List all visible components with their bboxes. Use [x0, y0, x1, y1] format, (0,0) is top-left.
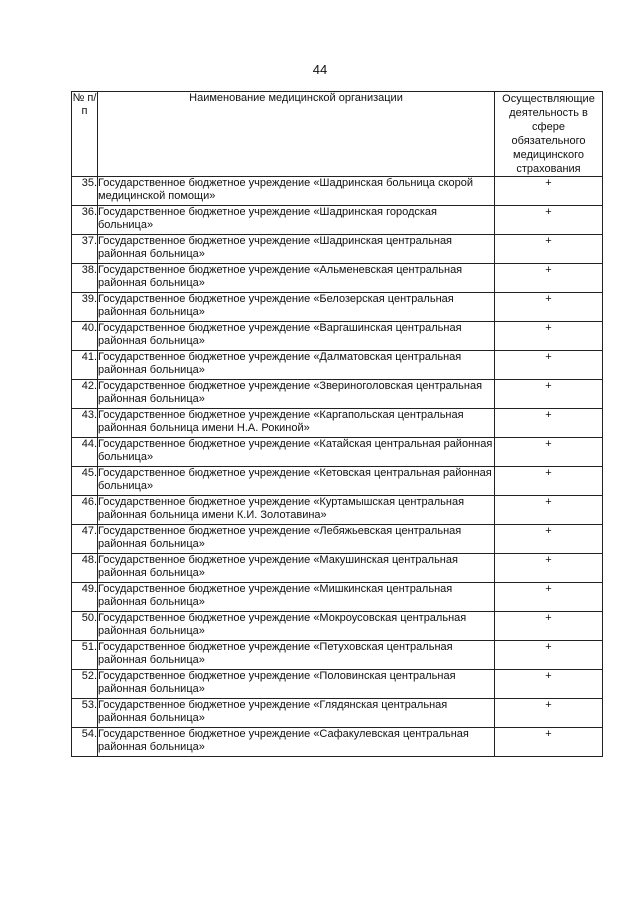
- row-number: 36.: [72, 206, 98, 235]
- oms-mark: +: [495, 699, 603, 728]
- page-number: 44: [312, 62, 328, 77]
- oms-mark: +: [495, 496, 603, 525]
- row-number: 52.: [72, 670, 98, 699]
- row-number: 38.: [72, 264, 98, 293]
- organization-name: Государственное бюджетное учреждение «Макушинская центральная районная больница»: [98, 554, 495, 583]
- row-number: 45.: [72, 467, 98, 496]
- organization-name: Государственное бюджетное учреждение «Глядянская центральная районная больница»: [98, 699, 495, 728]
- oms-mark: +: [495, 177, 603, 206]
- row-number: 46.: [72, 496, 98, 525]
- oms-mark: +: [495, 264, 603, 293]
- table-row: [72, 235, 603, 264]
- organization-name: Государственное бюджетное учреждение «Мокроусовская центральная районная больница»: [98, 612, 495, 641]
- row-number: 47.: [72, 525, 98, 554]
- organization-name: Государственное бюджетное учреждение «Кетовская центральная районная больница»: [98, 467, 495, 496]
- row-number: 51.: [72, 641, 98, 670]
- oms-mark: +: [495, 612, 603, 641]
- organization-name: Государственное бюджетное учреждение «Лебяжьевская центральная районная больница»: [98, 525, 495, 554]
- oms-mark: +: [495, 728, 603, 757]
- organization-name: Государственное бюджетное учреждение «Каргапольская центральная районная больница имени Н.А. Рокиной»: [98, 409, 495, 438]
- organizations-table: [71, 91, 603, 757]
- table-row: [72, 177, 603, 206]
- row-number: 39.: [72, 293, 98, 322]
- organization-name: Государственное бюджетное учреждение «Далматовская центральная районная больница»: [98, 351, 495, 380]
- oms-mark: +: [495, 351, 603, 380]
- oms-mark: +: [495, 322, 603, 351]
- column-header-name: Наименование медицинской организации: [98, 92, 495, 177]
- oms-mark: +: [495, 380, 603, 409]
- table-row: [72, 728, 603, 757]
- organization-name: Государственное бюджетное учреждение «Шадринская больница скорой медицинской помощи»: [98, 177, 495, 206]
- table-row: [72, 583, 603, 612]
- table-row: [72, 467, 603, 496]
- oms-mark: +: [495, 467, 603, 496]
- oms-mark: +: [495, 206, 603, 235]
- organization-name: Государственное бюджетное учреждение «Куртамышская центральная районная больница имени К.И. Золотавина»: [98, 496, 495, 525]
- table-row: [72, 380, 603, 409]
- oms-mark: +: [495, 235, 603, 264]
- table-row: [72, 554, 603, 583]
- table-row: [72, 409, 603, 438]
- oms-mark: +: [495, 438, 603, 467]
- row-number: 35.: [72, 177, 98, 206]
- oms-mark: +: [495, 583, 603, 612]
- organization-name: Государственное бюджетное учреждение «Катайская центральная районная больница»: [98, 438, 495, 467]
- row-number: 49.: [72, 583, 98, 612]
- table-row: [72, 293, 603, 322]
- oms-mark: +: [495, 525, 603, 554]
- table-row: [72, 206, 603, 235]
- table-row: [72, 670, 603, 699]
- organization-name: Государственное бюджетное учреждение «Шадринская центральная районная больница»: [98, 235, 495, 264]
- table-row: [72, 699, 603, 728]
- organization-name: Государственное бюджетное учреждение «Варгашинская центральная районная больница»: [98, 322, 495, 351]
- organization-name: Государственное бюджетное учреждение «Половинская центральная районная больница»: [98, 670, 495, 699]
- column-header-number: № п/п: [72, 92, 98, 177]
- oms-mark: +: [495, 554, 603, 583]
- organization-name: Государственное бюджетное учреждение «Мишкинская центральная районная больница»: [98, 583, 495, 612]
- organization-name: Государственное бюджетное учреждение «Сафакулевская центральная районная больница»: [98, 728, 495, 757]
- table-row: [72, 525, 603, 554]
- organization-name: Государственное бюджетное учреждение «Альменевская центральная районная больница»: [98, 264, 495, 293]
- table-body: [72, 177, 603, 757]
- table-row: [72, 438, 603, 467]
- row-number: 40.: [72, 322, 98, 351]
- row-number: 42.: [72, 380, 98, 409]
- row-number: 41.: [72, 351, 98, 380]
- table-row: [72, 264, 603, 293]
- table-row: [72, 612, 603, 641]
- organization-name: Государственное бюджетное учреждение «Белозерская центральная районная больница»: [98, 293, 495, 322]
- table-row: [72, 496, 603, 525]
- table-row: [72, 641, 603, 670]
- row-number: 48.: [72, 554, 98, 583]
- row-number: 44.: [72, 438, 98, 467]
- organization-name: Государственное бюджетное учреждение «Шадринская городская больница»: [98, 206, 495, 235]
- oms-mark: +: [495, 670, 603, 699]
- row-number: 37.: [72, 235, 98, 264]
- oms-mark: +: [495, 641, 603, 670]
- table-header-row: [72, 92, 603, 177]
- organization-name: Государственное бюджетное учреждение «Звериноголовская центральная районная больница»: [98, 380, 495, 409]
- column-header-oms: Осуществляющие деятельность в сфере обязательного медицинского страхования: [495, 92, 603, 177]
- organization-name: Государственное бюджетное учреждение «Петуховская центральная районная больница»: [98, 641, 495, 670]
- row-number: 43.: [72, 409, 98, 438]
- table-row: [72, 351, 603, 380]
- oms-mark: +: [495, 409, 603, 438]
- table-row: [72, 322, 603, 351]
- row-number: 53.: [72, 699, 98, 728]
- row-number: 50.: [72, 612, 98, 641]
- row-number: 54.: [72, 728, 98, 757]
- oms-mark: +: [495, 293, 603, 322]
